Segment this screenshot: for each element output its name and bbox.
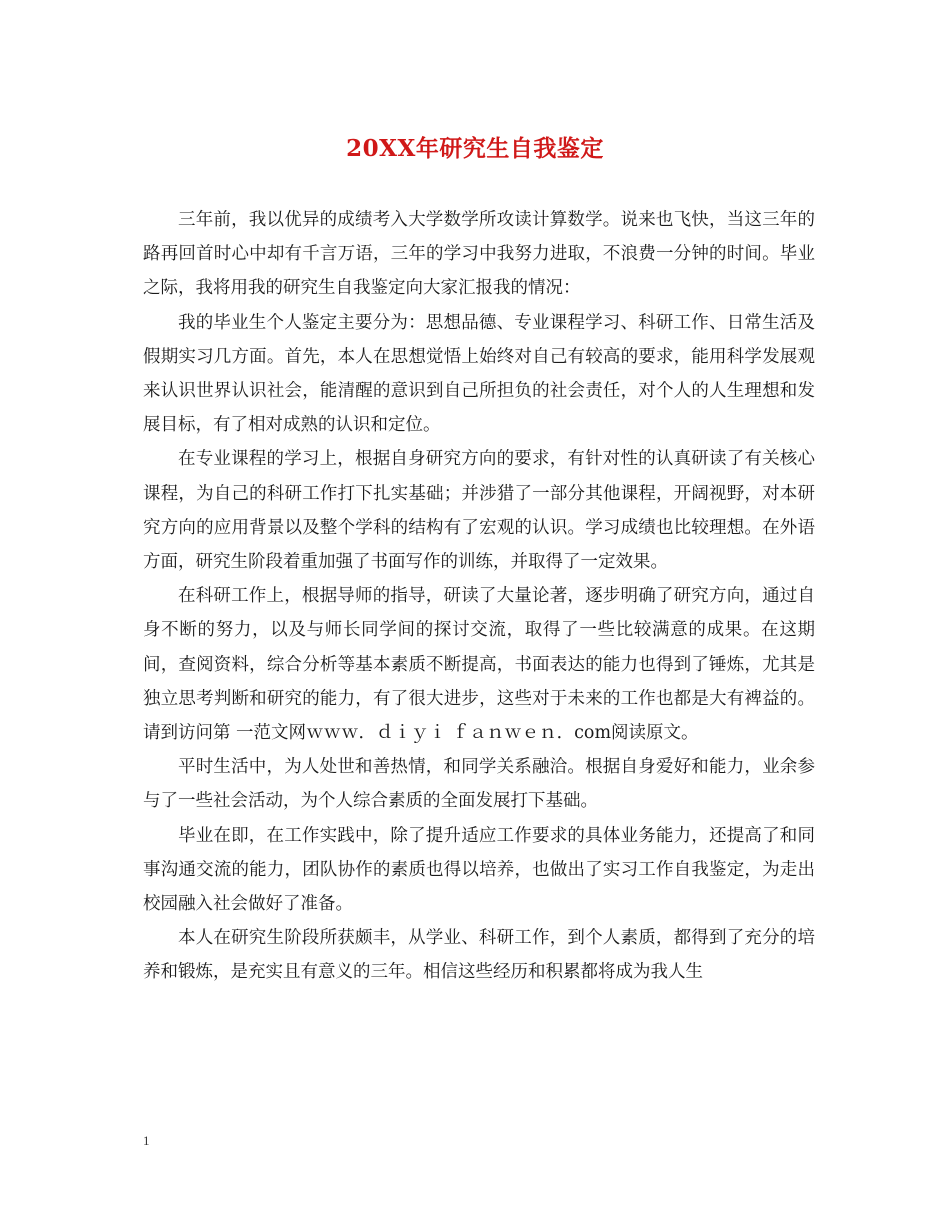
- page-number: 1: [143, 1133, 150, 1148]
- paragraph-intro: 三年前，我以优异的成绩考入大学数学所攻读计算数学。说来也飞快，当这三年的路再回首时心中却有千言万语，三年的学习中我努力进取，不浪费一分钟的时间。毕业之际，我将用我的研究生自我鉴定向大家汇报我的情况：: [143, 210, 815, 299]
- paragraph-daily-life: 平时生活中，为人处世和善热情，和同学关系融洽。根据自身爱好和能力，业余参与了一些社会活动，为个人综合素质的全面发展打下基础。: [143, 757, 815, 812]
- paragraph-research: 在科研工作上，根据导师的指导，研读了大量论著，逐步明确了研究方向，通过自身不断的努力，以及与师长同学间的探讨交流，取得了一些比较满意的成果。在这期间，查阅资料，综合分析等基本素质不断提高，书面表达的能力也得到了锤炼，尤其是独立思考判断和研究的能力，有了很大进步，这些对于未来的工作也都是大有裨益的。 请到访问第 一范文网ｗｗｗ．ｄｉｙｉ ｆａｎｗｅｎ．com阅读原文。: [143, 586, 815, 744]
- paragraph-conclusion: 本人在研究生阶段所获颇丰，从学业、科研工作，到个人素质，都得到了充分的培养和锻炼，是充实且有意义的三年。相信这些经历和积累都将成为我人生: [143, 928, 815, 983]
- document-body: [143, 203, 815, 990]
- paragraph-overview: 我的毕业生个人鉴定主要分为：思想品德、专业课程学习、科研工作、日常生活及假期实习几方面。首先，本人在思想觉悟上始终对自己有较高的要求，能用科学发展观来认识世界认识社会，能清醒的意识到自己所担负的社会责任，对个人的人生理想和发展目标，有了相对成熟的认识和定位。: [143, 312, 815, 436]
- document-title: 20XX年研究生自我鉴定: [346, 135, 604, 162]
- paragraph-coursework: 在专业课程的学习上，根据自身研究方向的要求，有针对性的认真研读了有关核心课程，为自己的科研工作打下扎实基础；并涉猎了一部分其他课程，开阔视野，对本研究方向的应用背景以及整个学科的结构有了宏观的认识。学习成绩也比较理想。在外语方面，研究生阶段着重加强了书面写作的训练，并取得了一定效果。: [143, 449, 815, 573]
- paragraph-internship: 毕业在即，在工作实践中，除了提升适应工作要求的具体业务能力，还提高了和同事沟通交流的能力，团队协作的素质也得以培养，也做出了实习工作自我鉴定，为走出校园融入社会做好了准备。: [143, 825, 815, 915]
